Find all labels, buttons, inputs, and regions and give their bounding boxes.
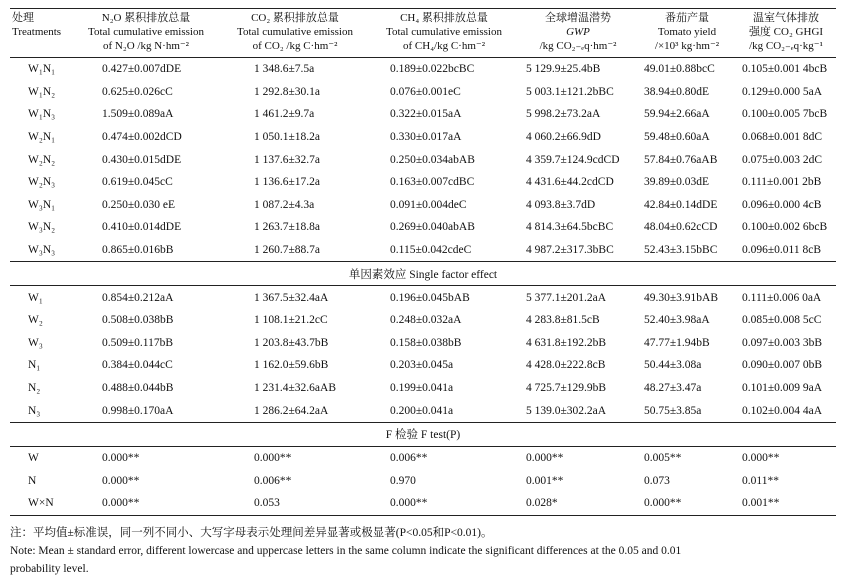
table-cell: 4 060.2±66.9dD — [526, 131, 601, 144]
table-cell: 0.105±0.001 4bcB — [742, 63, 828, 76]
row-label: N — [28, 474, 37, 487]
table-cell: 4 093.8±3.7dD — [526, 198, 596, 211]
table-cell: 1 231.4±32.6aAB — [254, 382, 337, 395]
treatment-row — [10, 216, 836, 239]
table-cell: 0.011** — [742, 474, 779, 487]
f-test-row — [10, 470, 836, 493]
header-n2o: N₂O 累积排放总量 Total cumulative emission of N₂O /kg N·hm⁻² — [72, 9, 220, 58]
header-treatments: 处理 Treatments — [10, 9, 72, 58]
table-cell: 0.000** — [102, 452, 140, 465]
table-cell: 0.427±0.007dDE — [102, 63, 182, 76]
table-cell: 0.163±0.007cdBC — [390, 176, 475, 189]
table-cell: 0.509±0.117bB — [102, 336, 174, 349]
table-cell: 0.028* — [518, 492, 638, 515]
table-cell: 0.115±0.042cdeC — [390, 244, 472, 257]
table-cell: 1 292.8±30.1a — [254, 85, 321, 98]
table-cell: 0.001** — [526, 474, 564, 487]
table-cell: 1 136.6±17.2a — [254, 176, 321, 189]
single-factor-section-title: 单因素效应 Single factor effect — [10, 262, 836, 286]
treatment-row — [10, 194, 836, 217]
treatment-row — [10, 148, 836, 171]
table-cell: 0.200±0.041a — [390, 404, 454, 417]
treatment-row — [10, 239, 836, 262]
row-label: W×N — [10, 492, 72, 515]
header-gwp: 全球增温潜势 GWP /kg CO₂₋ₑq·hm⁻² — [518, 9, 638, 58]
table-cell: 0.330±0.017aA — [390, 131, 462, 144]
table-cell: 0.091±0.004deC — [390, 198, 467, 211]
table-cell: 0.075±0.003 2dC — [742, 153, 823, 166]
table-cell: 4 725.7±129.9bB — [526, 382, 607, 395]
row-label: W₁N₁ — [28, 63, 56, 76]
f-test-row — [10, 492, 836, 515]
table-cell: 0.076±0.001eC — [390, 85, 461, 98]
note-english-cont: probability level. — [10, 563, 89, 575]
table-cell: 48.27±3.47a — [644, 382, 702, 395]
table-cell: 48.04±0.62cCD — [644, 221, 718, 234]
table-cell: 0.053 — [220, 492, 370, 515]
table-cell: 1.509±0.089aA — [102, 108, 174, 121]
table-cell: 57.84±0.76aAB — [644, 153, 718, 166]
table-cell: 0.096±0.000 4cB — [742, 198, 822, 211]
row-label: W₃N₃ — [28, 244, 56, 257]
table-cell: 1 050.1±18.2a — [254, 131, 321, 144]
row-label: W — [28, 452, 39, 465]
table-cell: 0.068±0.001 8dC — [742, 131, 823, 144]
table-cell: 0.625±0.026cC — [102, 85, 173, 98]
table-cell: 0.000** — [526, 452, 564, 465]
table-body — [10, 58, 836, 516]
table-cell: 0.000** — [638, 492, 736, 515]
table-cell: 5 377.1±201.2aA — [526, 291, 607, 304]
table-cell: 49.01±0.88bcC — [644, 63, 715, 76]
table-cell: 0.100±0.002 6bcB — [742, 221, 828, 234]
table-cell: 59.94±2.66aA — [644, 108, 710, 121]
table-cell: 0.410±0.014dDE — [102, 221, 182, 234]
table-cell: 0.073 — [644, 474, 670, 487]
table-cell: 39.89±0.03dE — [644, 176, 710, 189]
treatment-row — [10, 103, 836, 126]
row-label: W₁N₂ — [28, 85, 56, 98]
table-cell: 1 260.7±88.7a — [254, 244, 321, 257]
f-test-section — [10, 422, 836, 446]
table-cell: 4 359.7±124.9cdCD — [526, 153, 620, 166]
table-cell: 0.619±0.045cC — [102, 176, 173, 189]
table-cell: 49.30±3.91bAB — [644, 291, 719, 304]
treatment-row — [10, 126, 836, 149]
table-cell: 0.111±0.001 2bB — [742, 176, 822, 189]
row-label: W₃N₂ — [28, 221, 56, 234]
table-cell: 0.854±0.212aA — [102, 291, 174, 304]
table-cell: 0.101±0.009 9aA — [742, 382, 823, 395]
table-cell: 0.001** — [736, 492, 836, 515]
row-label: W₃ — [28, 336, 43, 349]
table-cell: 5 129.9±25.4bB — [526, 63, 601, 76]
note-english: Note: Mean ± standard error, different lowercase and uppercase letters in the same column indicate the significant differences at the 0.05 and 0.01 — [10, 545, 682, 557]
table-cell: 0.199±0.041a — [390, 382, 454, 395]
f-test-section-title: F 检验 F test(P) — [10, 422, 836, 446]
table-cell: 0.250±0.034abAB — [390, 153, 475, 166]
table-cell: 0.250±0.030 eE — [102, 198, 176, 211]
table-cell: 0.111±0.006 0aA — [742, 291, 822, 304]
header-yield: 番茄产量 Tomato yield /×10³ kg·hm⁻² — [638, 9, 736, 58]
table-cell: 52.43±3.15bBC — [644, 244, 718, 257]
table-cell: 1 263.7±18.8a — [254, 221, 321, 234]
table-cell: 59.48±0.60aA — [644, 131, 710, 144]
table-cell: 0.269±0.040abAB — [390, 221, 475, 234]
table-cell: 1 108.1±21.2cC — [254, 314, 328, 327]
header-ch4: CH₄ 累积排放总量 Total cumulative emission of CH₄/kg C·hm⁻² — [370, 9, 518, 58]
table-cell: 5 998.2±73.2aA — [526, 108, 601, 121]
header-ghgi: 温室气体排放 强度 CO₂ GHGI /kg CO₂₋ₑq·kg⁻¹ — [736, 9, 836, 58]
table-cell: 0.508±0.038bB — [102, 314, 174, 327]
note-chinese: 注：平均值±标准误，同一列不同小、大写字母表示处理间差异显著或极显著(P<0.05和P<0.01)。 — [10, 527, 493, 539]
table-cell: 0.000** — [742, 452, 780, 465]
treatment-row — [10, 58, 836, 81]
table-cell: 50.44±3.08a — [644, 359, 702, 372]
table-cell: 0.158±0.038bB — [390, 336, 462, 349]
table-cell: 1 087.2±4.3a — [254, 198, 315, 211]
row-label: W₁N₃ — [28, 108, 56, 121]
table-cell: 4 987.2±317.3bBC — [526, 244, 614, 257]
table-cell: 4 283.8±81.5cB — [526, 314, 600, 327]
table-cell: 0.085±0.008 5cC — [742, 314, 822, 327]
table-cell: 4 431.6±44.2cdCD — [526, 176, 614, 189]
single-factor-row — [10, 377, 836, 400]
single-factor-row — [10, 286, 836, 309]
row-label: N₃ — [28, 404, 41, 417]
single-factor-section — [10, 262, 836, 286]
table-cell: 0.102±0.004 4aA — [742, 404, 823, 417]
table-cell: 0.970 — [390, 474, 416, 487]
row-label: N₂ — [28, 382, 41, 395]
table-cell: 0.000** — [102, 474, 140, 487]
table-cell: 0.005** — [644, 452, 682, 465]
table-cell: 4 814.3±64.5bcBC — [526, 221, 614, 234]
row-label: W₁ — [28, 291, 43, 304]
table-cell: 0.865±0.016bB — [102, 244, 174, 257]
table-cell: 1 203.8±43.7bB — [254, 336, 329, 349]
table-cell: 0.006** — [390, 452, 428, 465]
table-cell: 1 367.5±32.4aA — [254, 291, 329, 304]
row-label: W₂ — [28, 314, 43, 327]
table-cell: 0.000** — [370, 492, 518, 515]
table-cell: 0.322±0.015aA — [390, 108, 462, 121]
single-factor-row — [10, 354, 836, 377]
results-table — [10, 8, 836, 516]
single-factor-row — [10, 309, 836, 332]
header-co2: CO₂ 累积排放总量 Total cumulative emission of CO₂ /kg C·hm⁻² — [220, 9, 370, 58]
row-label: W₂N₁ — [28, 131, 56, 144]
table-cell: 0.006** — [254, 474, 292, 487]
table-cell: 0.129±0.000 5aA — [742, 85, 823, 98]
table-cell: 52.40±3.98aA — [644, 314, 710, 327]
row-label: N₁ — [28, 359, 41, 372]
table-cell: 50.75±3.85a — [644, 404, 702, 417]
table-cell: 1 162.0±59.6bB — [254, 359, 329, 372]
table-cell: 42.84±0.14dDE — [644, 198, 718, 211]
table-cell: 4 428.0±222.8cB — [526, 359, 606, 372]
single-factor-row — [10, 332, 836, 355]
table-cell: 1 137.6±32.7a — [254, 153, 321, 166]
table-cell: 1 348.6±7.5a — [254, 63, 315, 76]
table-cell: 0.488±0.044bB — [102, 382, 174, 395]
single-factor-row — [10, 399, 836, 422]
table-cell: 0.090±0.007 0bB — [742, 359, 823, 372]
table-cell: 0.998±0.170aA — [102, 404, 174, 417]
table-cell: 0.189±0.022bcBC — [390, 63, 475, 76]
table-cell: 1 461.2±9.7a — [254, 108, 315, 121]
table-cell: 4 631.8±192.2bB — [526, 336, 607, 349]
table-cell: 47.77±1.94bB — [644, 336, 710, 349]
table-cell: 0.248±0.032aA — [390, 314, 462, 327]
treatment-row — [10, 171, 836, 194]
table-cell: 0.096±0.011 8cB — [742, 244, 822, 257]
row-label: W₂N₂ — [28, 153, 56, 166]
table-cell: 0.203±0.045a — [390, 359, 454, 372]
table-cell: 0.000** — [72, 492, 220, 515]
table-cell: 0.474±0.002dCD — [102, 131, 182, 144]
f-test-row — [10, 446, 836, 469]
table-cell: 0.196±0.045bAB — [390, 291, 470, 304]
table-cell: 5 139.0±302.2aA — [526, 404, 607, 417]
table-header-row — [10, 9, 836, 58]
row-label: W₃N₁ — [28, 198, 56, 211]
table-cell: 0.000** — [254, 452, 292, 465]
table-cell: 5 003.1±121.2bBC — [526, 85, 614, 98]
row-label: W₂N₃ — [28, 176, 56, 189]
table-cell: 0.384±0.044cC — [102, 359, 173, 372]
table-cell: 0.097±0.003 3bB — [742, 336, 823, 349]
table-notes — [10, 524, 836, 578]
table-cell: 1 286.2±64.2aA — [254, 404, 329, 417]
treatment-row — [10, 81, 836, 104]
table-cell: 38.94±0.80dE — [644, 85, 710, 98]
table-cell: 0.100±0.005 7bcB — [742, 108, 828, 121]
table-cell: 0.430±0.015dDE — [102, 153, 182, 166]
